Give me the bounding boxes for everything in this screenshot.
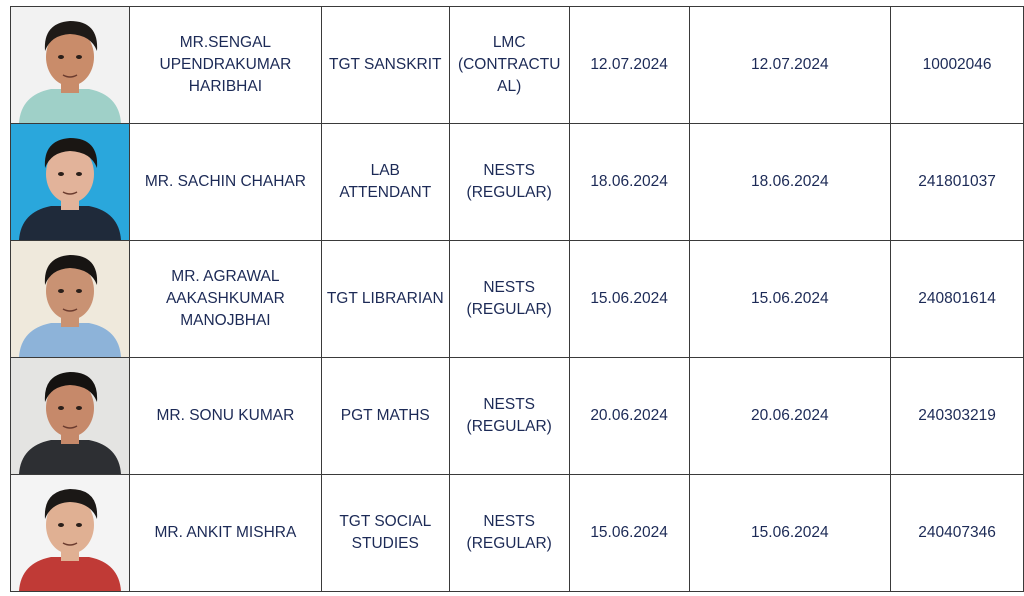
joining-date-cell: 15.06.2024 [569, 241, 689, 358]
staff-photo [11, 124, 129, 240]
appointment-type-cell: LMC (CONTRACTU AL) [449, 7, 569, 124]
table-row [11, 7, 1024, 124]
staff-photo [11, 475, 129, 591]
joining-date-cell: 15.06.2024 [569, 475, 689, 592]
table-row [11, 124, 1024, 241]
staff-table-body [11, 7, 1024, 592]
photo-cell [11, 7, 130, 124]
employee-code-cell: 10002046 [891, 7, 1024, 124]
table-row [11, 358, 1024, 475]
staff-photo [11, 358, 129, 474]
joining-date-cell: 18.06.2024 [569, 124, 689, 241]
appointment-type-cell: NESTS (REGULAR) [449, 475, 569, 592]
date-cell: 20.06.2024 [689, 358, 891, 475]
employee-code-cell: 241801037 [891, 124, 1024, 241]
designation-cell: TGT SOCIAL STUDIES [321, 475, 449, 592]
staff-name-cell: MR. SONU KUMAR [130, 358, 322, 475]
employee-code-cell: 240801614 [891, 241, 1024, 358]
date-cell: 15.06.2024 [689, 475, 891, 592]
photo-cell [11, 241, 130, 358]
photo-cell [11, 358, 130, 475]
appointment-type-cell: NESTS (REGULAR) [449, 241, 569, 358]
employee-code-cell: 240407346 [891, 475, 1024, 592]
staff-name-cell: MR.SENGAL UPENDRAKUMAR HARIBHAI [130, 7, 322, 124]
staff-table [10, 6, 1024, 592]
joining-date-cell: 12.07.2024 [569, 7, 689, 124]
appointment-type-cell: NESTS (REGULAR) [449, 124, 569, 241]
staff-photo [11, 7, 129, 123]
date-cell: 12.07.2024 [689, 7, 891, 124]
photo-cell [11, 124, 130, 241]
date-cell: 18.06.2024 [689, 124, 891, 241]
photo-cell [11, 475, 130, 592]
appointment-type-cell: NESTS (REGULAR) [449, 358, 569, 475]
staff-name-cell: MR. AGRAWAL AAKASHKUMAR MANOJBHAI [130, 241, 322, 358]
staff-name-cell: MR. ANKIT MISHRA [130, 475, 322, 592]
date-cell: 15.06.2024 [689, 241, 891, 358]
designation-cell: TGT LIBRARIAN [321, 241, 449, 358]
designation-cell: TGT SANSKRIT [321, 7, 449, 124]
employee-code-cell: 240303219 [891, 358, 1024, 475]
designation-cell: LAB ATTENDANT [321, 124, 449, 241]
joining-date-cell: 20.06.2024 [569, 358, 689, 475]
table-row [11, 241, 1024, 358]
designation-cell: PGT MATHS [321, 358, 449, 475]
table-row [11, 475, 1024, 592]
staff-photo [11, 241, 129, 357]
staff-name-cell: MR. SACHIN CHAHAR [130, 124, 322, 241]
